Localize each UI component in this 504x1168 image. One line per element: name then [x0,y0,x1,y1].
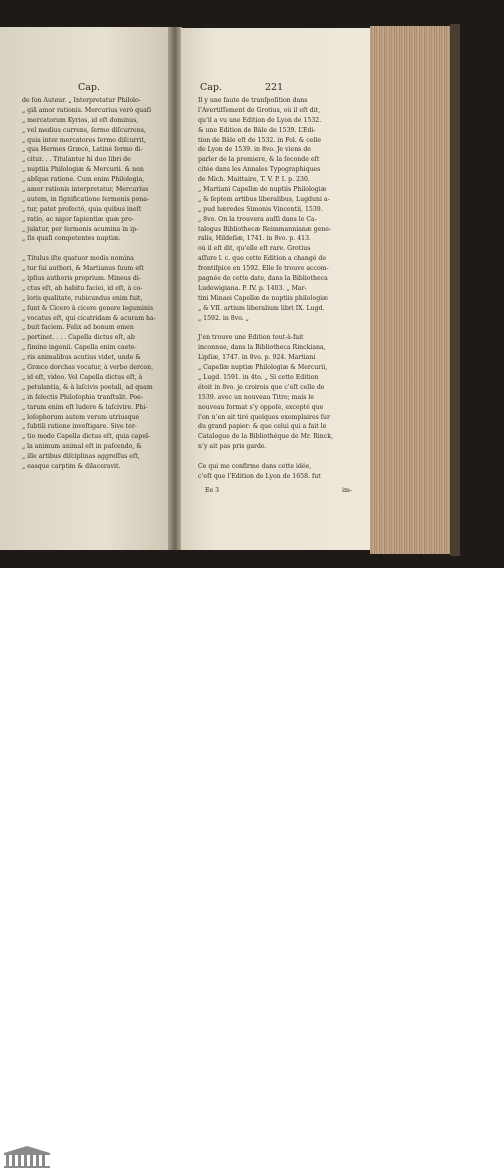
left-text-line: „ tur, patet profectò, quia quibus ineſt [22,205,142,213]
right-text-line: tion de Bâle eſt de 1532. in Fol. & celle [198,136,321,144]
right-text-line: pagnée de cette date, dans la Bibliotheca [198,275,328,283]
right-text-line: frontiſpice en 1592. Elle ſe trouve accom- [198,265,329,273]
right-text-line: „ Martiani Capellæ de nuptiis Philologiæ [198,186,327,194]
left-text-line: „ loris qualitate, rubicundus enim fuit, [22,294,143,302]
right-text-line: tini Minaei Capellæ de nuptiis philologiæ [198,294,328,302]
left-text-line: „ quia inter mercatores ſermo diſcurrit, [22,136,146,144]
library-building-icon [4,1144,50,1168]
left-text-line: „ Græce dorchas vocatur, à verbo dercon, [22,364,154,372]
right-text-line: Lipſiæ, 1747. in 8vo. p. 924. Martiani [198,354,316,362]
left-text-line: „ loſophorum autem verum utriusque [22,413,140,421]
left-running-head: Cap. [78,82,101,93]
right-text-line: „ & VII. artium liberalium libri IX. Lugd. [198,304,325,312]
left-text-line: „ id eſt, video. Vel Capella dictus eſt, à [22,373,143,381]
book-scan [0,0,504,568]
left-text-line: „ ctus eſt, ab habitu faciei, id eſt, à co- [22,284,143,292]
left-text-line: „ in ſelectis Philoſophia tranſtulit. Poe- [22,393,143,401]
right-text-line: Ludewigiana. P. IV. p. 1403. „ Mar- [198,284,307,292]
book-gutter [168,27,182,550]
page-number: 221 [265,82,284,93]
right-running-head: Cap. [200,82,223,93]
left-text-line: „ mercatorum Kyrios, id eſt dominus, [22,116,139,124]
right-text-line: de Lyon de 1539. in 8vo. Je viens de [198,146,311,154]
right-text-line: Catalogue de la Bibliothéque de Mr. Rinck, [198,433,333,441]
page-edges [370,26,456,554]
left-text-line: „ tio modo Capella dictus eſt, quia capel- [22,433,151,441]
right-text-line: aſſure l. c. que cette Edition a changé de [198,255,327,263]
right-text-line: „ pud hæredes Simonis Vincentii, 1539. [198,205,323,213]
left-text-line: „ ris animalibus acutius videt, unde & [22,354,141,362]
right-text-line: où il eſt dit, qu’elle eſt rare. Grotius [198,245,311,253]
right-text-line: nouveau format s’y oppoſe, excepté que [198,403,324,411]
signature-mark: Ee 3 [205,487,220,494]
left-text-line: „ abſque ratione. Cum enim Philologia, [22,176,145,184]
left-page-text [22,96,156,472]
right-text-line: n’y ait pas pris garde. [198,443,267,451]
left-text-line: „ ipſius authoris proprium. Mineus di- [22,275,141,283]
left-text-line: „ petulantia, & à laſcivis poetali, ad quam [22,383,153,391]
left-text-line: de ſon Auteur. „ Interpretatur Philolo- [22,97,141,104]
left-text-line: „ ille artibus diſciplinas aggreſſus eſt, [22,453,140,461]
catchword: im- [342,487,352,494]
right-text-line: „ Capellæ nuptiæ Philologiæ & Mercurii, [198,364,328,372]
left-text-line: „ nuptiis Philologiæ & Mercurii. & non [22,166,144,174]
left-text-line: „ ſimine ingenii. Capella enim caete- [22,344,137,352]
right-text-line: du grand papier: & que celui qui a fait le [198,423,327,431]
right-text-line: „ 8vo. On la trouvera auſſi dans le Ca- [198,215,317,223]
left-text-line: „ giã amor rationis. Mercurius verò quaſi [22,106,152,114]
left-text-line: „ vel medius currens, ſermo diſcurrens, [22,126,146,134]
right-text-line: „ 1592. in 8vo. „ [198,314,249,322]
right-text-line: l’on n’en ait tiré quelques exemplaires ſur [198,413,330,421]
left-text-line: „ ratio, ac nigor ſapientiæ quæ pro- [22,215,134,223]
left-text-line: „ easque carptim & dilaceravit. [22,462,121,470]
right-text-line: Il y une faute de tranſpoſition dans [198,97,308,104]
right-text-line: Ce qui me confirme dans cette idée, [198,462,312,470]
left-text-line: „ ſubtili ratione inveſtigare. Sive ter- [22,423,137,431]
right-text-line: J’en trouve une Edition tout-à-fait [198,334,304,342]
right-text-line: talogus Bibliothecæ Reimmannianæ gene- [198,225,332,233]
left-text-line: „ tarum enim eſt ludere & laſcivire. Phi- [22,403,148,411]
right-text-line: de Mich. Maittaire, T. V. P. I. p. 230. [198,176,310,184]
right-page-text [198,96,333,482]
right-text-line: 1539. avec un nouveau Titre; mais le [198,393,314,401]
right-text-line: citée dans les Annales Typographiques [198,166,321,174]
left-text-line: „ ſis quaſi competentes nuptiæ. [22,235,121,243]
right-text-line: & une Edition de Bâle de 1539. L’Edi- [198,126,316,134]
left-text-line: „ pertinet. . . . Capella dictus eſt, ab [22,334,135,342]
left-text-line: „ vocatus eſt, qui cicatridam & acuram ha- [22,314,156,322]
left-text-line [22,244,156,254]
right-text-line: ralis, Hildeſiæ, 1741. in 8vo. p. 413. [198,235,311,243]
left-text-line: „ la animum animal eſt in paſcendo, & [22,443,142,451]
right-text-line [198,452,333,462]
left-text-line: „ julatur, per ſermonis acumina in ip- [22,225,139,233]
right-text-line: parler de la premiere, & la ſeconde eſt [198,156,320,164]
right-text-line: qu’il a vu une Edition de Lyon de 1532. [198,116,322,124]
right-text-line [198,323,333,333]
left-text-line: „ Titulus iſte quatuor modis nomina [22,255,134,263]
left-text-line: „ autem, in ſignificatione ſermonis pona- [22,195,150,203]
left-text-line: „ buit faciem. Felix ad bonum omen [22,324,134,332]
right-text-line: étoit in 8vo. je croirois que c’eſt celle de [198,383,325,391]
left-text-line: „ amor rationis interpretatur, Mercurius [22,186,149,194]
left-text-line: „ qua Hermes Græcè, Latinè ſermo di- [22,146,143,154]
left-text-line: „ ſunt & Cicero à cicere genere leguminis [22,304,154,312]
right-text-line: „ Lugd. 1591. in 4to. „ Si cette Edition [198,373,319,381]
page-edge-shadow [450,24,460,556]
right-text-line: „ & ſeptem artibus liberalibus, Lugduni a- [198,195,330,203]
right-text-line: l’Avertiſſement de Grotius, où il eſt dit, [198,106,321,114]
left-text-line: „ tur ſui authori, & Martianus ſuum eſt [22,265,144,273]
right-text-line: inconnue, dans la Bibliotheca Rinckiana, [198,344,326,352]
footer-bar [0,568,504,602]
right-text-line: c’eſt que l’Edition de Lyon de 1658. fut [198,472,321,480]
left-text-line: „ citur. . . Titulantur hi duo libri de [22,156,131,164]
